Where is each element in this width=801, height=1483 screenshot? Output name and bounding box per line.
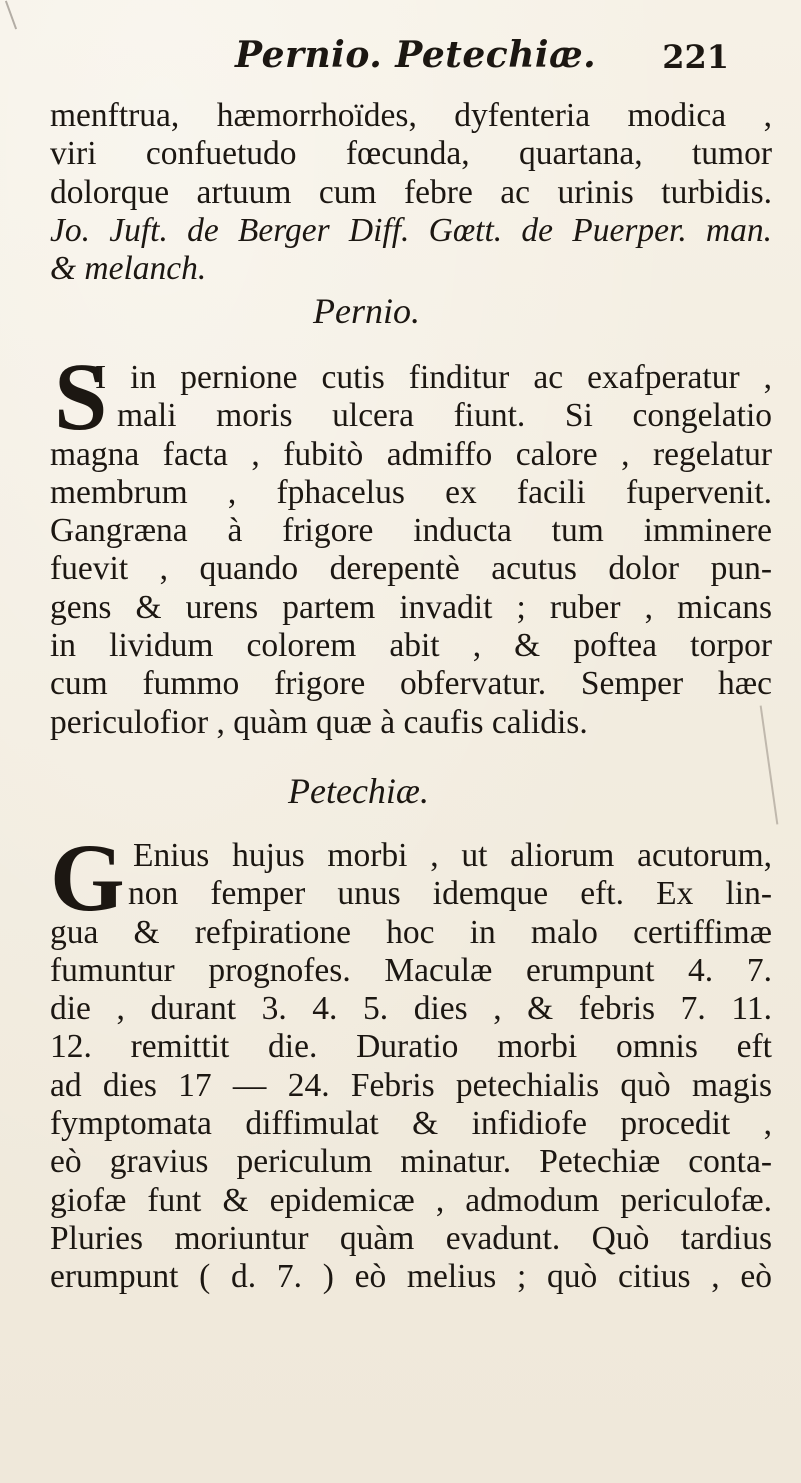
text-line: cum fummo frigore obfervatur. Semper hæc xyxy=(50,665,772,703)
text-line: die , durant 3. 4. 5. dies , & febris 7. 11. xyxy=(50,990,772,1028)
petechiae-paragraph xyxy=(50,824,772,1297)
margin-mark-left xyxy=(5,1,17,30)
page-number: 221 xyxy=(662,38,729,76)
text-line: viri confuetudo fœcunda, quartana, tumor xyxy=(50,135,772,173)
text-line: Gangræna à frigore inducta tum imminere xyxy=(50,512,772,550)
text-line: Pluries moriuntur quàm evadunt. Quò tardius xyxy=(50,1219,772,1257)
text-line: fymptomata diffimulat & infidiofe procedit , xyxy=(50,1105,772,1143)
text-line: & melanch. xyxy=(50,250,207,288)
drop-cap-g: G xyxy=(50,824,125,931)
running-head xyxy=(0,34,801,84)
text-line: membrum , fphacelus ex facili fupervenit. xyxy=(50,473,772,511)
intro-paragraph xyxy=(50,97,772,288)
text-line: Enius hujus morbi , ut aliorum acutorum, xyxy=(133,837,772,874)
text-line: ad dies 17 — 24. Febris petechialis quò magis xyxy=(50,1066,772,1104)
text-line: periculofior , quàm quæ à caufis calidis. xyxy=(50,703,588,741)
text-line: fuevit , quando derepentè acutus dolor pun- xyxy=(50,550,772,588)
text-line: fumuntur prognofes. Maculæ erumpunt 4. 7. xyxy=(50,951,772,989)
text-line: 12. remittit die. Duratio morbi omnis eft xyxy=(50,1028,772,1066)
text-line: erumpunt ( d. 7. ) eò melius ; quò citius , eò xyxy=(50,1258,772,1296)
text-line: Jo. Juft. de Berger Diff. Gœtt. de Puerper. man. xyxy=(50,211,772,249)
text-line: gua & refpiratione hoc in malo certiffimæ xyxy=(50,913,772,951)
section-heading-pernio: Pernio. xyxy=(313,291,420,331)
running-head-title: Pernio. Petechiæ. xyxy=(235,34,597,76)
section-heading-petechiae: Petechiæ. xyxy=(288,771,429,811)
text-line: magna facta , fubitò admiffo calore , regelatur xyxy=(50,435,772,473)
text-line: menftrua, hæmorrhoïdes, dyfenteria modica , xyxy=(50,97,772,134)
text-line: dolorque artuum cum febre ac urinis turbidis. xyxy=(50,173,772,211)
text-line: eò gravius periculum minatur. Petechiæ conta- xyxy=(50,1143,772,1181)
text-line: I in pernione cutis finditur ac exafperatur , xyxy=(95,359,772,396)
pernio-paragraph xyxy=(50,343,772,742)
drop-cap-s: S xyxy=(54,343,108,450)
text-line: in lividum colorem abit , & poftea torpor xyxy=(50,627,772,665)
text-line: gens & urens partem invadit ; ruber , micans xyxy=(50,588,772,626)
text-line: mali moris ulcera fiunt. Si congelatio xyxy=(117,397,772,435)
text-line: giofæ funt & epidemicæ , admodum periculofæ. xyxy=(50,1181,772,1219)
text-line: non femper unus idemque eft. Ex lin- xyxy=(128,875,772,913)
